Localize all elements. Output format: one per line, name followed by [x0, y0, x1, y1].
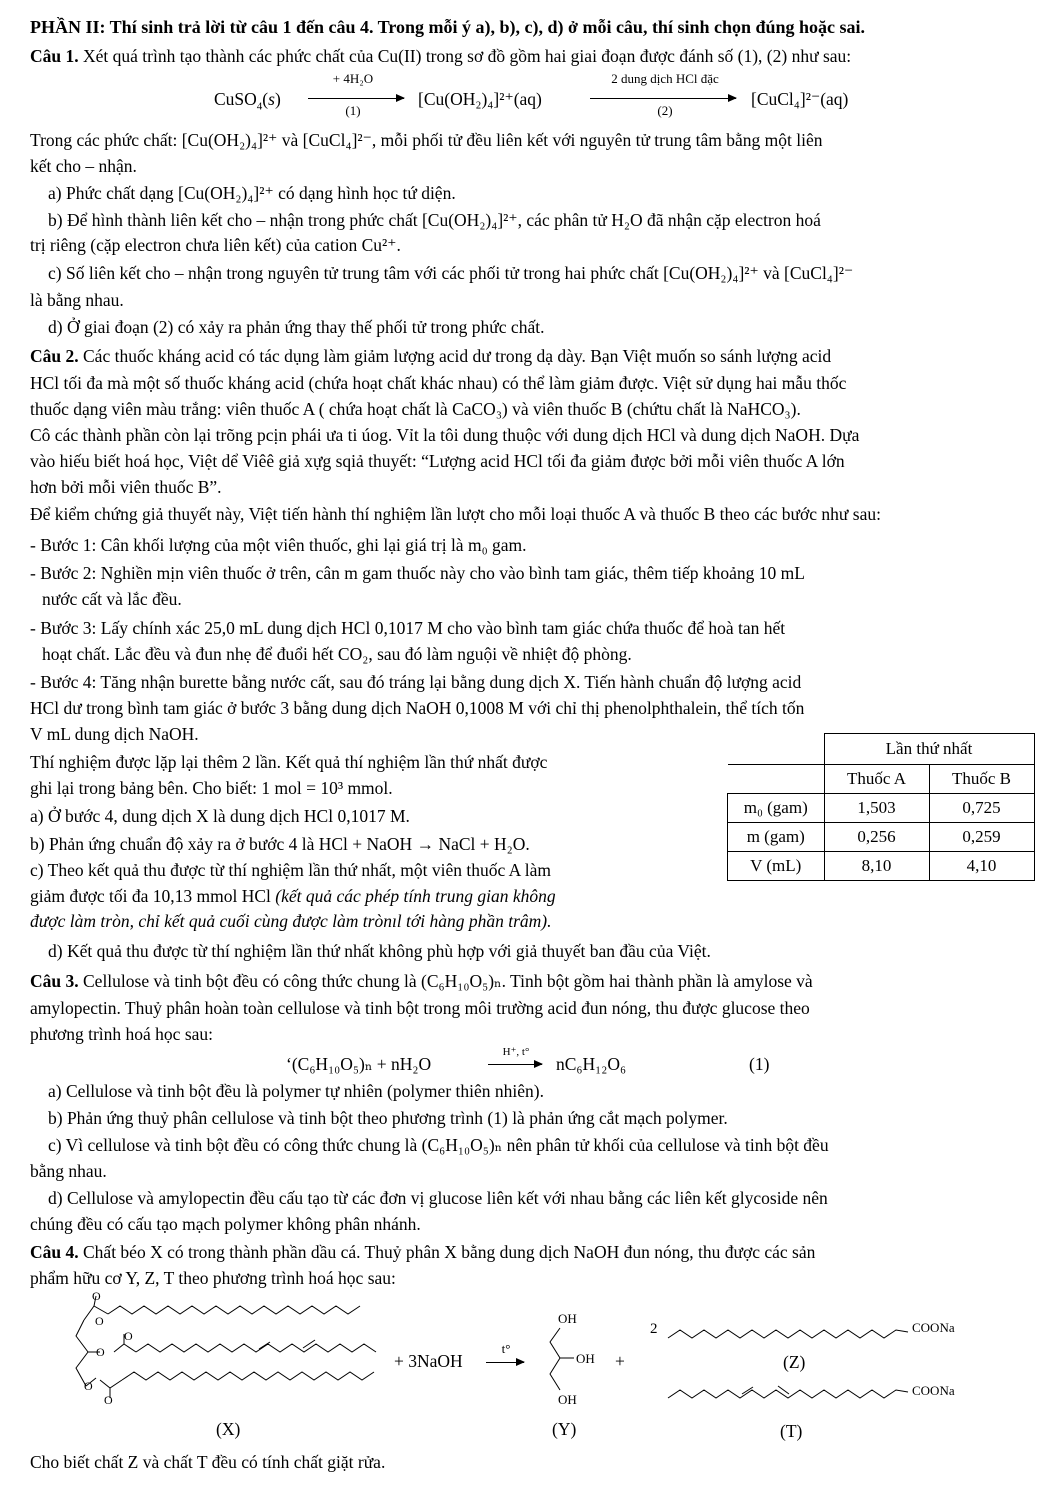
cell-b: 4,10 [929, 852, 1034, 881]
q2-option-c: c) Theo kết quả thu được từ thí nghiệm lần thứ nhất, một viên thuốc A làm [30, 860, 551, 880]
row-label: m₀ (gam) [728, 794, 825, 823]
q4-label: Câu 4. [30, 1242, 79, 1262]
q2-line-3: thuốc dạng viên màu trắng: viên thuốc A ( chứa hoạt chất là CaCO₃) và viên thuốc B (chứtu chất là NaHCO₃). [30, 399, 801, 419]
oh-label: OH [558, 1311, 577, 1326]
q2-l1: Các thuốc kháng acid có tác dụng làm giảm lượng acid dư trong dạ dày. Bạn Việt muốn so sánh lượng acid [83, 346, 832, 366]
o-label: O [104, 1393, 113, 1407]
q2-line-2: HCl tối đa mà một số thuốc kháng acid (chứa hoạt chất khác nhau) có thể làm giảm được. Việt sử dụng hai mẫu thốc [30, 373, 847, 393]
q3-line-1 [30, 970, 813, 992]
q2-step-4-cont: HCl dư trong bình tam giác ở bước 3 bằng dung dịch NaOH 0,1008 M với chỉ thị phenolphthalein, thể tích tốn [30, 698, 805, 718]
cell-a: 1,503 [824, 794, 929, 823]
o-label: O [84, 1379, 93, 1393]
part-title: PHẦN II: Thí sinh trả lời từ câu 1 đến câu 4. Trong mỗi ý a), b), c), d) ở mỗi câu, thí sinh chọn đúng hoặc sai. [30, 17, 866, 37]
table-col-a: Thuốc A [824, 765, 929, 794]
q3-l1: Cellulose và tinh bột đều có công thức chung là (C₆H₁₀O₅)ₙ. Tinh bột gồm hai thành phần là amylose và [83, 971, 813, 991]
q2-step-1: - Bước 1: Cân khối lượng của một viên thuốc, ghi lại giá trị là m₀ gam. [30, 535, 527, 555]
q2-step-3: - Bước 3: Lấy chính xác 25,0 mL dung dịch HCl 0,1017 M cho vào bình tam giác chứa thuốc để hoà tan hết [30, 618, 786, 638]
reagent-naoh: + 3NaOH [394, 1351, 463, 1371]
q2-option-a: a) Ở bước 4, dung dịch X là dung dịch HCl 0,1017 M. [30, 806, 410, 826]
q1-option-b: b) Để hình thành liên kết cho – nhận trong phức chất [Cu(OH₂)₄]²⁺, các phân tử H₂O đã nhận cặp electron hoá [48, 210, 821, 230]
row-label: V (mL) [728, 852, 825, 881]
q3-option-d-cont: chúng đều có cấu tạo mạch polymer không phân nhánh. [30, 1214, 421, 1234]
q2-line-7: Để kiểm chứng giả thuyết này, Việt tiến hành thí nghiệm lần lượt cho mỗi loại thuốc A và thuốc B theo các bước như sau: [30, 504, 881, 524]
eq-number: (1) [749, 1054, 770, 1074]
q4-l1: Chất béo X có trong thành phần dầu cá. Thuỷ phân X bằng dung dịch NaOH đun nóng, thu được các sản [83, 1242, 816, 1262]
arrow2-top: 2 dung dịch HCl đặc [611, 71, 719, 86]
results-table [727, 733, 1035, 881]
label-y: (Y) [552, 1419, 577, 1439]
q1-option-b-cont: trị riêng (cặp electron chưa liên kết) của cation Cu²⁺. [30, 235, 401, 255]
eq-left: ‘(C₆H₁₀O₅)ₙ + nH₂O [286, 1054, 432, 1074]
q2-option-b: b) Phản ứng chuẩn độ xảy ra ở bước 4 là HCl + NaOH → NaCl + H₂O. [30, 834, 530, 854]
table-row [728, 794, 1035, 823]
q2-repeat-1: Thí nghiệm được lặp lại thêm 2 lần. Kết quả thí nghiệm lần thứ nhất được [30, 752, 548, 772]
eq-arrow [488, 1064, 542, 1065]
reaction-arrow [486, 1362, 524, 1363]
row-label: m (gam) [728, 823, 825, 852]
q1-option-c: c) Số liên kết cho – nhận trong nguyên tử trung tâm với các phối tử trong hai phức chất [Cu(OH₂)₄]²⁺ và [CuCl₄]²⁻ [48, 263, 854, 283]
q4-line-1 [30, 1241, 815, 1263]
arrow2 [590, 98, 736, 99]
q2-c2: giảm được tối đa 10,13 mmol HCl [30, 886, 271, 906]
table-col-b: Thuốc B [929, 765, 1034, 794]
o-label: O [96, 1345, 105, 1359]
q2-label: Câu 2. [30, 346, 79, 366]
o-label: O [95, 1314, 104, 1328]
table-blank [728, 765, 825, 794]
table-corner [728, 734, 825, 765]
q2-step-2: - Bước 2: Nghiền mịn viên thuốc ở trên, cân m gam thuốc này cho vào bình tam giác, thêm tiếp khoảng 10 mL [30, 563, 805, 583]
oh-label: OH [558, 1392, 577, 1407]
cell-a: 0,256 [824, 823, 929, 852]
arrow1 [308, 98, 404, 99]
eq-cond: H⁺, t° [502, 1046, 530, 1058]
q4-footer: Cho biết chất Z và chất T đều có tính chất giặt rửa. [30, 1452, 386, 1472]
q1-label: Câu 1. [30, 46, 79, 66]
cell-a: 8,10 [824, 852, 929, 881]
label-x: (X) [216, 1419, 241, 1439]
q1-desc-1: Trong các phức chất: [Cu(OH₂)₄]²⁺ và [CuCl₄]²⁻, mỗi phối tử đều liên kết với nguyên tử trung tâm bằng một liên [30, 130, 823, 150]
table-row [728, 852, 1035, 881]
glycerol-y-structure [540, 1318, 580, 1400]
scheme-start: CuSO$_4$(s) [214, 89, 281, 113]
q3-line-3: phương trình hoá học sau: [30, 1024, 214, 1044]
label-z: (Z) [783, 1352, 806, 1372]
q2-line-4: Cô các thành phần còn lại trõng pcịn phái ưa ti úog. Vỉt la tôi dung thuộc với dung dịch HCl và dung dịch NaOH. Dựa [30, 425, 860, 445]
q2-option-d: d) Kết quả thu được từ thí nghiệm lần thứ nhất không phù hợp với giả thuyết ban đầu của Việt. [48, 941, 711, 961]
q1-intro [30, 45, 851, 67]
coona-label-z: COONa [912, 1320, 955, 1335]
q2-repeat-2: ghi lại trong bảng bên. Cho biết: 1 mol = 10³ mmol. [30, 778, 393, 798]
q3-option-d: d) Cellulose và amylopectin đều cấu tạo từ các đơn vị glucose liên kết với nhau bằng các liên kết glycoside nên [48, 1188, 828, 1208]
q2-step-4: - Bước 4: Tăng nhận burette bằng nước cất, sau đó tráng lại bằng dung dịch X. Tiến hành chuẩn độ lượng acid [30, 672, 802, 692]
scheme-start-text: CuSO [214, 89, 257, 109]
reaction-cond: t° [501, 1341, 511, 1356]
q2-step-3-cont: hoạt chất. Lắc đều và đun nhẹ để đuổi hết CO₂, sau đó làm nguội về nhiệt độ phòng. [42, 644, 632, 664]
q1-option-d: d) Ở giai đoạn (2) có xảy ra phản ứng thay thế phối tử trong phức chất. [48, 317, 545, 337]
o-label: O [92, 1289, 101, 1303]
q3-option-b: b) Phản ứng thuỷ phân cellulose và tinh bột theo phương trình (1) là phản ứng cắt mạch polymer. [48, 1108, 728, 1128]
q1-intro-text: Xét quá trình tạo thành các phức chất của Cu(II) trong sơ đồ gồm hai giai đoạn được đánh số (1), (2) như sau: [83, 46, 852, 66]
q2-step-4-cont2: V mL dung dịch NaOH. [30, 724, 199, 744]
q4-line-2: phẩm hữu cơ Y, Z, T theo phương trình hoá học sau: [30, 1268, 396, 1288]
cell-b: 0,259 [929, 823, 1034, 852]
coona-label-t: COONa [912, 1383, 955, 1398]
label-t: (T) [780, 1421, 803, 1441]
q3-option-c-cont: bằng nhau. [30, 1161, 107, 1181]
q2-line-1 [30, 345, 831, 367]
plus-sign: + [615, 1351, 625, 1371]
q1-option-c-cont: là bằng nhau. [30, 290, 124, 310]
q1-desc-2: kết cho – nhận. [30, 156, 137, 176]
coefficient-2: 2 [650, 1321, 658, 1337]
cell-b: 0,725 [929, 794, 1034, 823]
arrow1-top: + 4H₂O [332, 71, 374, 86]
eq-right: nC₆H₁₂O₆ [556, 1054, 627, 1074]
q1-option-a: a) Phức chất dạng [Cu(OH₂)₄]²⁺ có dạng hình học tứ diện. [48, 183, 456, 203]
scheme-mid: [Cu(OH₂)₄]²⁺(aq) [418, 89, 542, 109]
q2-step-2-cont: nước cất và lắc đều. [42, 589, 182, 609]
q3-option-c: c) Vì cellulose và tinh bột đều có công thức chung là (C₆H₁₀O₅)ₙ nên phân tử khối của cellulose và tinh bột đều [48, 1135, 829, 1155]
arrow1-bottom: (1) [345, 103, 361, 118]
q2-c2-italic: (kết quả các phép tính trung gian không [275, 886, 556, 906]
arrow2-bottom: (2) [657, 103, 673, 118]
q2-line-5: vào hiếu biết hoá học, Việt dể Viêê giả xựg sqiả thuyết: “Lượng acid HCl tối đa giảm được bởi mỗi viên thuốc A lớn [30, 451, 845, 471]
table-caption: Lần thứ nhất [824, 734, 1034, 765]
q2-option-c-cont2: được làm tròn, chỉ kết quả cuối cùng được làm trònıl tới hàng phần trâm). [30, 911, 552, 931]
q3-line-2: amylopectin. Thuỷ phân hoàn toàn cellulose và tinh bột trong môi trường acid đun nóng, thu được glucose theo [30, 998, 810, 1018]
q3-label: Câu 3. [30, 971, 79, 991]
q2-line-6: hơn bởi mỗi viên thuốc B”. [30, 477, 222, 497]
oh-label: OH [576, 1351, 595, 1366]
q2-option-c-cont [30, 885, 556, 907]
q3-option-a: a) Cellulose và tinh bột đều là polymer tự nhiên (polymer thiên nhiên). [48, 1081, 544, 1101]
scheme-end: [CuCl₄]²⁻(aq) [751, 89, 849, 109]
o-label: O [124, 1329, 133, 1343]
table-row [728, 823, 1035, 852]
